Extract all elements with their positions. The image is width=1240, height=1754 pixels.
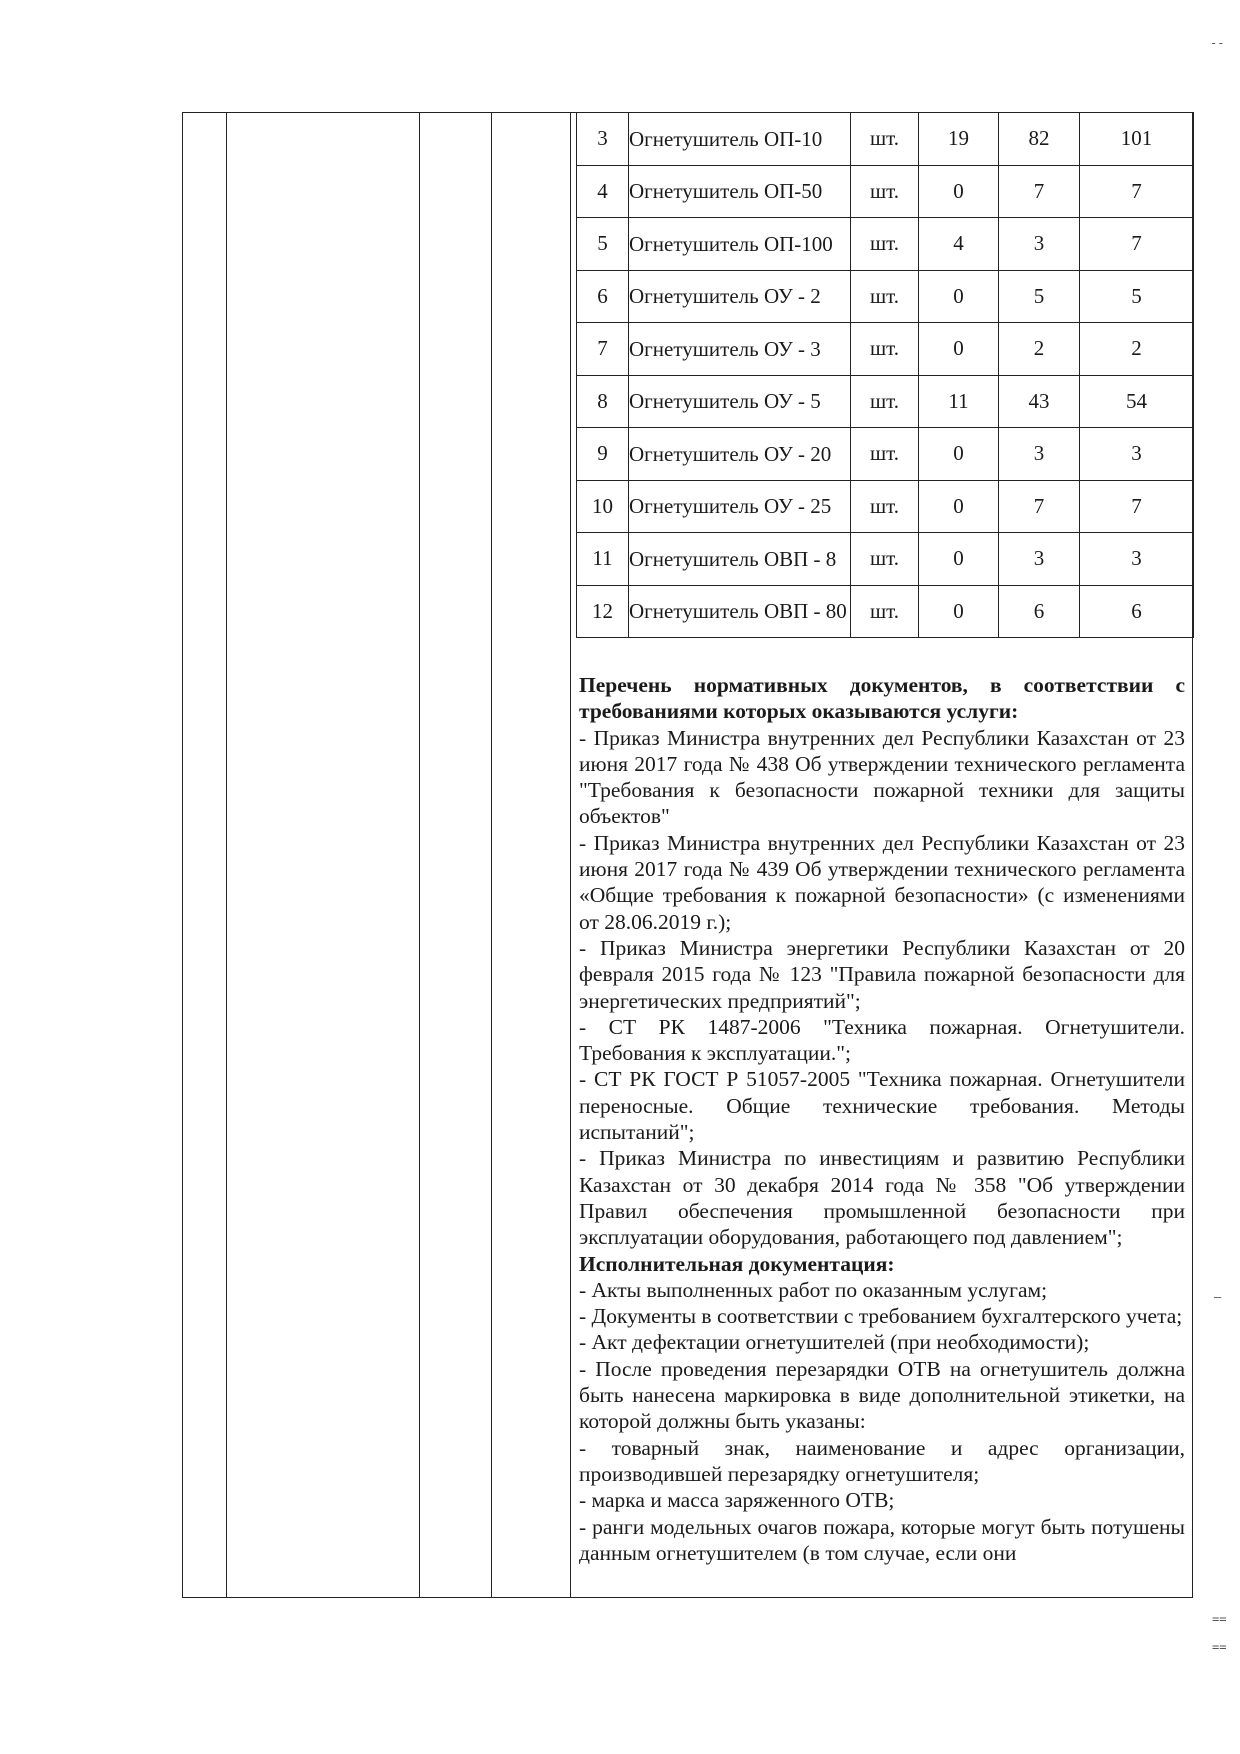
quantity-a: 0 — [919, 533, 999, 586]
table-row — [577, 113, 1194, 166]
item-name: Огнетушитель ОУ - 25 — [629, 480, 851, 533]
item-name: Огнетушитель ОУ - 20 — [629, 428, 851, 481]
paragraph: - Приказ Министра энергетики Республики Казахстан от 20 февраля 2015 года № 123 "Правила пожарной безопасности для энергетических предприятий"; — [579, 935, 1185, 1013]
paragraph: - СТ РК 1487-2006 "Техника пожарная. Огнетушители. Требования к эксплуатации."; — [579, 1014, 1185, 1066]
quantity-b: 43 — [999, 375, 1080, 428]
paragraph: - Приказ Министра по инвестициям и развитию Республики Казахстан от 30 декабря 2014 года № 358 "Об утверждении Правил обеспечения промышленной безопасности при эксплуатации оборудования, работающего под давлением"; — [579, 1146, 1185, 1250]
paragraph: - Приказ Министра внутренних дел Республики Казахстан от 23 июня 2017 года № 438 Об утверждении технического регламента "Требования к безопасности пожарной техники для защиты объектов" — [579, 725, 1185, 829]
scan-mark: — — [1214, 1290, 1222, 1304]
table-row — [577, 480, 1194, 533]
column-divider — [491, 112, 492, 1598]
quantity-total: 54 — [1080, 375, 1194, 428]
paragraph: - Приказ Министра внутренних дел Республики Казахстан от 23 июня 2017 года № 439 Об утверждении технического регламента «Общие требования к пожарной безопасности» (с изменениями от 28.06.2019 г.); — [579, 830, 1185, 934]
quantity-total: 7 — [1080, 218, 1194, 271]
quantity-a: 19 — [919, 113, 999, 166]
unit: шт. — [851, 375, 919, 428]
text-block — [579, 672, 1185, 1566]
table-row — [577, 323, 1194, 376]
unit: шт. — [851, 165, 919, 218]
paragraph: - Акт дефектации огнетушителей (при необходимости); — [579, 1330, 1090, 1355]
unit: шт. — [851, 218, 919, 271]
table-row — [577, 533, 1194, 586]
paragraph: - товарный знак, наименование и адрес организации, производившей перезарядку огнетушителя; — [579, 1435, 1185, 1486]
quantity-a: 0 — [919, 585, 999, 638]
paragraph: - Акты выполненных работ по оказанным услугам; — [579, 1277, 1048, 1302]
quantity-b: 82 — [999, 113, 1080, 166]
quantity-a: 4 — [919, 218, 999, 271]
quantity-b: 3 — [999, 428, 1080, 481]
heading-normative-documents: Перечень нормативных документов, в соответствии с требованиями которых оказываются услуги: — [579, 673, 1185, 724]
scan-mark: == — [1212, 1640, 1227, 1654]
paragraph: - После проведения перезарядки ОТВ на огнетушитель должна быть нанесена маркировка в виде дополнительной этикетки, на которой должны быть указаны: — [579, 1356, 1185, 1434]
column-divider — [419, 112, 420, 1598]
row-number: 3 — [577, 113, 629, 166]
quantity-total: 6 — [1080, 585, 1194, 638]
scan-mark: -- — [1210, 36, 1225, 50]
quantity-b: 5 — [999, 270, 1080, 323]
table-row — [577, 270, 1194, 323]
quantity-b: 2 — [999, 323, 1080, 376]
table-row — [577, 165, 1194, 218]
item-name: Огнетушитель ОУ - 3 — [629, 323, 851, 376]
quantity-b: 7 — [999, 165, 1080, 218]
quantity-a: 0 — [919, 165, 999, 218]
column-divider — [226, 112, 227, 1598]
row-number: 12 — [577, 585, 629, 638]
quantity-a: 11 — [919, 375, 999, 428]
row-number: 5 — [577, 218, 629, 271]
column-divider — [570, 112, 571, 1598]
unit: шт. — [851, 533, 919, 586]
table-row — [577, 428, 1194, 481]
row-number: 9 — [577, 428, 629, 481]
quantity-total: 3 — [1080, 533, 1194, 586]
quantity-b: 6 — [999, 585, 1080, 638]
unit: шт. — [851, 113, 919, 166]
extinguisher-table — [576, 112, 1194, 638]
unit: шт. — [851, 270, 919, 323]
item-name: Огнетушитель ОВП - 80 — [629, 585, 851, 638]
row-number: 10 — [577, 480, 629, 533]
quantity-total: 7 — [1080, 480, 1194, 533]
table-row — [577, 218, 1194, 271]
item-name: Огнетушитель ОП-50 — [629, 165, 851, 218]
item-name: Огнетушитель ОП-10 — [629, 113, 851, 166]
table-row — [577, 375, 1194, 428]
quantity-a: 0 — [919, 428, 999, 481]
unit: шт. — [851, 480, 919, 533]
row-number: 8 — [577, 375, 629, 428]
paragraph: - СТ РК ГОСТ Р 51057-2005 "Техника пожарная. Огнетушители переносные. Общие технические требования. Методы испытаний"; — [579, 1067, 1185, 1145]
row-number: 6 — [577, 270, 629, 323]
quantity-total: 7 — [1080, 165, 1194, 218]
item-name: Огнетушитель ОВП - 8 — [629, 533, 851, 586]
quantity-total: 3 — [1080, 428, 1194, 481]
quantity-a: 0 — [919, 323, 999, 376]
row-number: 11 — [577, 533, 629, 586]
item-name: Огнетушитель ОП-100 — [629, 218, 851, 271]
paragraph: - марка и масса заряженного ОТВ; — [579, 1488, 895, 1513]
item-name: Огнетушитель ОУ - 5 — [629, 375, 851, 428]
paragraph: - ранги модельных очагов пожара, которые могут быть потушены данным огнетушителем (в том случае, если они — [579, 1514, 1185, 1565]
row-number: 7 — [577, 323, 629, 376]
scan-mark: == — [1212, 1612, 1227, 1626]
quantity-b: 3 — [999, 218, 1080, 271]
quantity-b: 3 — [999, 533, 1080, 586]
quantity-a: 0 — [919, 480, 999, 533]
quantity-b: 7 — [999, 480, 1080, 533]
quantity-total: 5 — [1080, 270, 1194, 323]
quantity-total: 101 — [1080, 113, 1194, 166]
heading-executive-documentation: Исполнительная документация: — [579, 1251, 895, 1276]
quantity-total: 2 — [1080, 323, 1194, 376]
unit: шт. — [851, 428, 919, 481]
quantity-a: 0 — [919, 270, 999, 323]
row-number: 4 — [577, 165, 629, 218]
item-name: Огнетушитель ОУ - 2 — [629, 270, 851, 323]
unit: шт. — [851, 323, 919, 376]
unit: шт. — [851, 585, 919, 638]
paragraph: - Документы в соответствии с требованием бухгалтерского учета; — [579, 1304, 1183, 1329]
table-row — [577, 585, 1194, 638]
